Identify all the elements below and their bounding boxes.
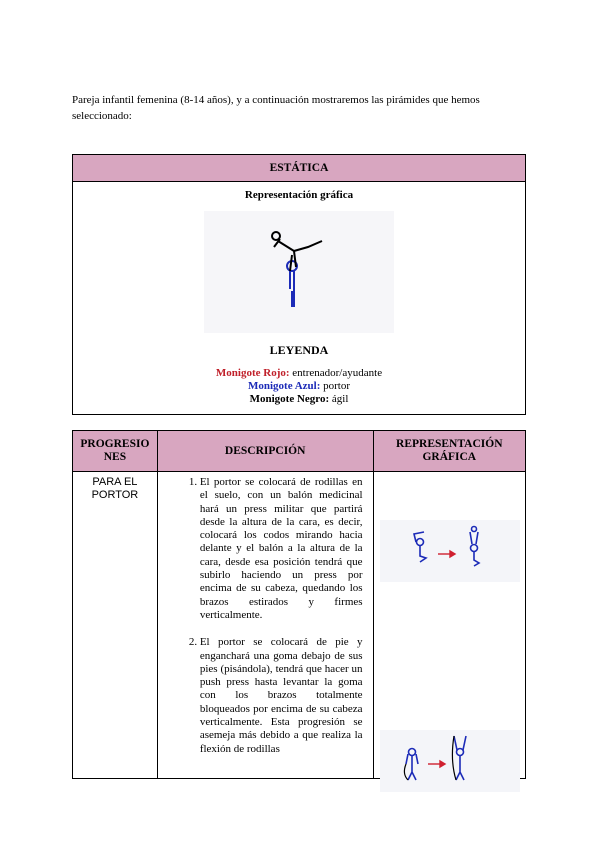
progression-1-image <box>380 520 520 582</box>
representation-cell <box>373 472 525 779</box>
pyramid-figure-image <box>204 211 394 333</box>
legend-red-text: entrenador/ayudante <box>292 367 383 379</box>
legend-black-label: Monigote Negro: <box>249 393 330 405</box>
legend-blue-text: portor <box>323 380 351 392</box>
push-press-figure-icon <box>380 730 520 792</box>
pyramid-stick-figure-icon <box>204 211 394 333</box>
estatica-header: ESTÁTICA <box>73 155 526 182</box>
header-representacion: REPRESENTACIÓN GRÁFICA <box>373 431 525 472</box>
row-label-portor: PARA EL PORTOR <box>73 472 158 779</box>
legend-blue-label: Monigote Azul: <box>247 380 321 392</box>
leyenda-title: LEYENDA <box>269 343 329 357</box>
progression-list <box>162 476 363 756</box>
progression-item-2: 2. El portor se colocará de pie y enganchará una goma debajo de sus pies (pisándola), tendrá que hacer un push press hasta levantar la goma con los brazos totalmente bloqueados por encima de su cabeza verticalmente. Esta progresión se asemeja más debido a que realiza la flexión de rodillas <box>200 636 363 756</box>
progresiones-table <box>72 430 526 779</box>
representation-title: Representación gráfica <box>244 189 354 201</box>
legend-black-text: ágil <box>331 393 349 405</box>
intro-paragraph: Pareja infantil femenina (8-14 años), y a continuación mostraremos las pirámides que hemos seleccionado: <box>72 94 480 122</box>
estatica-content <box>73 182 526 415</box>
header-progresiones: PROGRESIO NES <box>73 431 158 472</box>
kneeling-press-figure-icon <box>380 520 520 582</box>
estatica-table <box>72 154 526 415</box>
legend-red <box>73 367 525 380</box>
legend-red-label: Monigote Rojo: <box>215 367 290 379</box>
progression-2-image <box>380 730 520 792</box>
header-descripcion: DESCRIPCIÓN <box>157 431 373 472</box>
description-cell <box>157 472 373 779</box>
progression-item-1: 1. El portor se colocará de rodillas en el suelo, con un balón medicinal hará un press militar que partirá desde la altura de la cara, es decir, colocará los codos mirando hacia delante y el balón a la altura de la cara, desde esa posición tendrá que subirlo haciendo un press por encima de su cabeza, quedando los brazos estirados y firmes verticalmente. <box>200 476 363 622</box>
legend-black <box>73 393 525 406</box>
legend-blue <box>73 380 525 393</box>
